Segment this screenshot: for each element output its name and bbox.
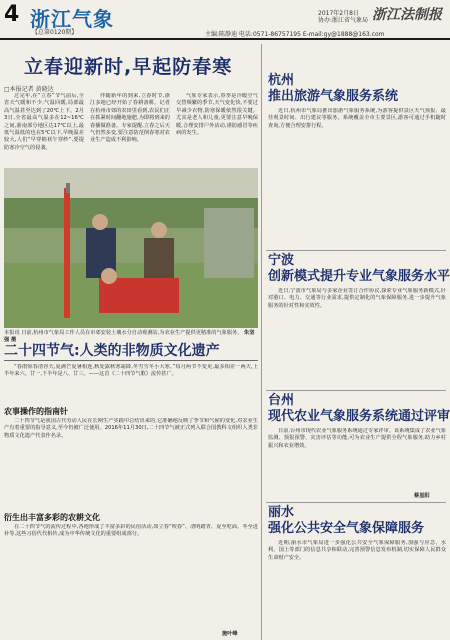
right-body-4	[268, 540, 446, 636]
right-author-3: 蔡星阳	[414, 493, 430, 499]
right-headline-4-text: 丽水 强化公共安全气象保障服务	[268, 505, 425, 536]
lead-paragraph-2: 伴随新年的到来,立春时节,浙江多地已经开始了春耕备耕。记者在杭州市郊的农田里看到,农民们正在抓紧时间翻地施肥,为即将到来的春播做准备。专家提醒,立春之后天气仍然多变,要注意防范倒春寒对农业生产造成不利影响。	[90, 93, 170, 144]
lead-paragraph-1: 过完年,在“立春”节气前后,全省天气暖和不少,气温回暖,局部最高气温甚至达到了20℃上下。2月3日,全省最高气温多在12~16℃之间,浙南部分地区达17℃以上,最低气温低的也在5℃以下,早晚温差较大,人们“早穿棉袄午穿纱”,要提防寒冷空气的侵袭。	[4, 93, 84, 151]
feature-headline: 二十四节气:人类的非物质文化遗产	[4, 343, 220, 359]
feature-subhead-1: 农事操作的指南针	[4, 407, 68, 416]
news-photo	[4, 168, 258, 328]
right-body-3-text: 日前,台州市现代农业气象服务系统通过专家评审。该系统集成了农业气象监测、预报预警、灾害评估等功能,可为农业生产提供全程气象服务,助力乡村振兴和农业增效。	[268, 428, 446, 449]
right-body-1	[268, 108, 446, 248]
right-body-1-text: 近日,杭州市气象局推出旅游气象服务系统,为游客提供景区天气预报、最佳观景时间、出行建议等服务。系统覆盖全市主要景区,游客可通过手机随时查询,方便合理安排行程。	[268, 108, 446, 129]
newspaper-logo: 浙江法制报	[372, 7, 442, 23]
right-rule-2	[266, 390, 446, 391]
right-headline-1-text: 杭州 推出旅游气象服务系统	[268, 73, 399, 104]
lead-column-1	[4, 93, 84, 166]
masthead	[0, 0, 450, 40]
right-body-2-text: 近日,宁波市气象局与多家企业签订合作协议,探索专业气象服务新模式,针对港口、电力、交通等行业需求,提供定制化的气象保障服务,进一步提升气象服务的针对性和实效性。	[268, 288, 446, 309]
page-number: 4	[4, 2, 20, 27]
feature-rule	[4, 360, 258, 361]
feature-intro	[4, 364, 258, 404]
column-divider	[261, 44, 262, 640]
editor-contact-line: 主编:陈静迪 电话:0571-86757195 E-mail:gy@1888@163.com	[205, 31, 385, 38]
lead-byline: □本报记者 黄晓达	[4, 86, 54, 93]
right-rule-1	[266, 250, 446, 251]
lead-paragraph-3: 气象专家表示,春季是冷暖空气交替频繁的季节,天气变化快,不要过早减少衣物,防寒保暖依然很关键。尤其是老人和儿童,更要注意早晚保暖,合理安排户外活动,谨防感冒等疾病的发生。	[176, 93, 258, 137]
right-rule-3	[266, 502, 446, 503]
feature-author: 施叶峰	[222, 631, 238, 637]
feature-intro-text: “春雨惊春清谷天,夏满芒夏暑相连,秋处露秋寒霜降,冬雪雪冬小大寒。”每月两节不变更,最多相差一两天,上半年来六、廿一,下半年是八、廿三。——这首《二十四节气歌》流传甚广。	[4, 364, 258, 378]
right-headline-1	[268, 73, 398, 105]
sponsor-line: 协办:浙江省气象局	[318, 17, 369, 24]
lead-column-2	[90, 93, 170, 166]
right-body-4-text: 近期,丽水市气象局进一步强化公共安全气象保障服务,加强与应急、水利、国土等部门的信息共享和联动,完善预警信息发布机制,切实保障人民群众生命财产安全。	[268, 540, 446, 561]
publication-date: 2017年2月8日	[318, 10, 359, 17]
issue-number: 【总第0120期】	[32, 29, 78, 36]
right-body-3	[268, 428, 446, 496]
lead-column-3	[176, 93, 258, 166]
right-headline-3	[268, 393, 450, 425]
feature-body-2	[4, 524, 258, 632]
right-headline-4	[268, 505, 424, 537]
caption-text: 本报讯 日前,杭州市气象局工作人员在市郊安装土壤水分自动观测站,为农业生产提供更精准的气象服务。	[4, 330, 243, 336]
lead-headline: 立春迎新时,早起防春寒	[24, 56, 233, 78]
right-headline-2	[268, 253, 450, 285]
photo-credit: 朱坚强 摄	[4, 330, 255, 343]
feature-body-1	[4, 418, 258, 508]
feature-subhead-2: 衍生出丰富多彩的农耕文化	[4, 513, 100, 522]
right-headline-3-text: 台州 现代农业气象服务系统通过评审	[268, 393, 450, 424]
feature-body-1-text: 二十四节气是我国古代劳动人民在长期生产实践中总结出来的,它准确地反映了季节和气候的变化,对农业生产有着重要的指导意义,至今仍被广泛使用。2016年11月30日,二十四节气被正式列入联合国教科文组织人类非物质文化遗产代表作名录。	[4, 418, 258, 439]
right-body-2	[268, 288, 446, 388]
section-title: 浙江气象	[30, 7, 114, 31]
right-headline-2-text: 宁波 创新模式提升专业气象服务水平	[268, 253, 450, 284]
feature-body-2-text: 在二十四节气的流传过程中,各地形成了丰富多彩的民俗活动,如立春“咬春”、清明踏青、夏至吃面、冬至进补等,这些习俗代代相传,成为中华传统文化的重要组成部分。	[4, 524, 258, 538]
